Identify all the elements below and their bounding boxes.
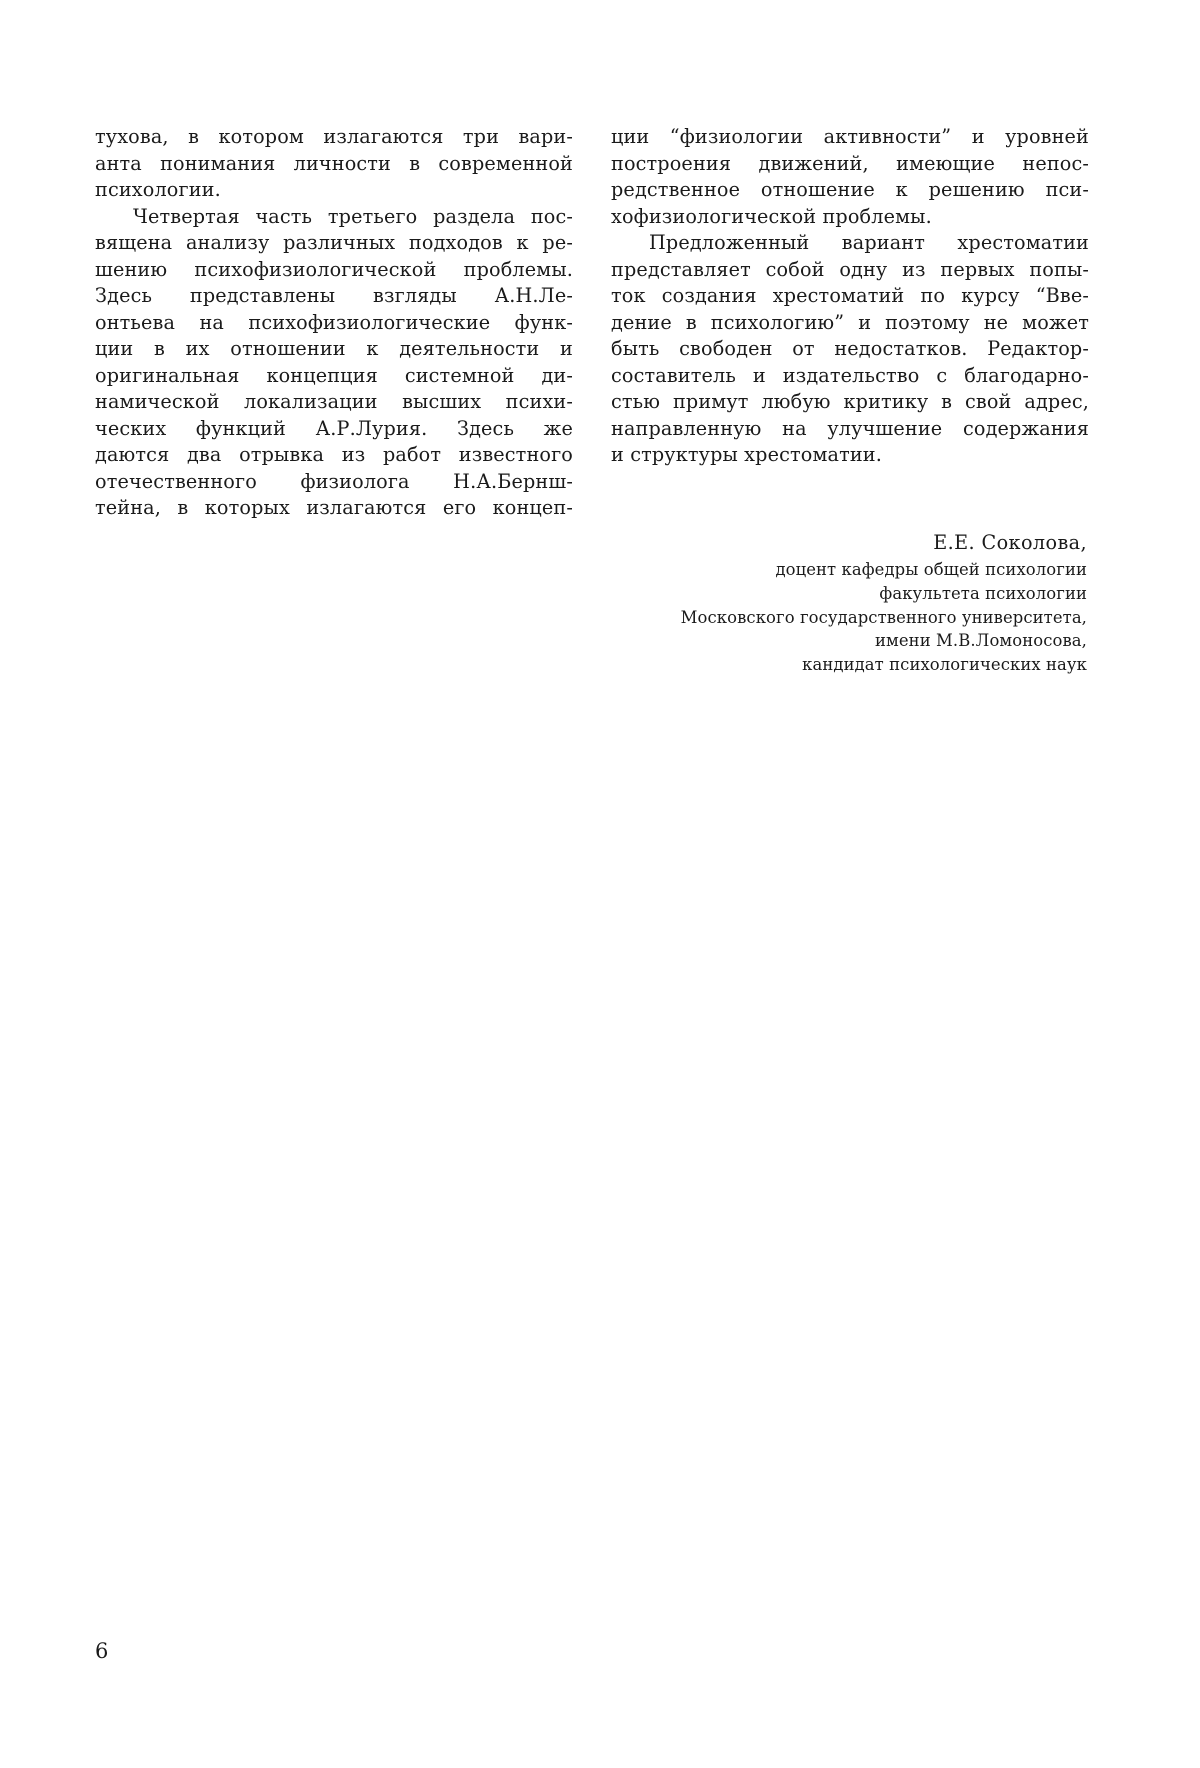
text-line: вящена анализу различных подходов к ре- bbox=[95, 231, 573, 254]
author-university-name: имени М.В.Ломоносова, bbox=[875, 631, 1087, 651]
text-line: построения движений, имеющие непос- bbox=[611, 151, 1089, 175]
text-line: ции “физиологии активности” и уровней bbox=[611, 125, 1089, 148]
text-line: составитель и издательство с благодарно- bbox=[611, 363, 1089, 387]
text-line: направленную на улучшение содержания bbox=[611, 416, 1089, 440]
text-line: онтьева на психофизиологические функ- bbox=[95, 310, 573, 334]
text-line: быть свободен от недостатков. Редактор- bbox=[611, 337, 1089, 360]
text-line: редственное отношение к решению пси- bbox=[611, 178, 1089, 201]
text-line: тухова, в котором излагаются три вари- bbox=[95, 125, 573, 148]
paragraph-start-line: Предложенный вариант хрестоматии bbox=[649, 231, 1089, 254]
text-line: отечественного физиолога Н.А.Бернш- bbox=[95, 469, 573, 493]
text-line: Здесь представлены взгляды А.Н.Ле- bbox=[95, 284, 573, 307]
text-line: даются два отрывка из работ известного bbox=[95, 443, 573, 466]
text-line: и структуры хрестоматии. bbox=[611, 443, 882, 466]
left-text-column bbox=[95, 124, 573, 522]
author-degree: кандидат психологических наук bbox=[802, 655, 1087, 675]
text-line: представляет собой одну из первых попы- bbox=[611, 257, 1089, 281]
author-signature-block bbox=[527, 530, 1087, 677]
text-line: психологии. bbox=[95, 178, 221, 201]
text-line: стью примут любую критику в свой адрес, bbox=[611, 390, 1089, 413]
text-line: анта понимания личности в современной bbox=[95, 151, 573, 175]
text-line: шению психофизиологической проблемы. bbox=[95, 257, 573, 281]
author-name: Е.Е. Соколова, bbox=[933, 531, 1087, 554]
text-line: намической локализации высших психи- bbox=[95, 390, 573, 413]
author-faculty: факультета психологии bbox=[879, 583, 1087, 603]
text-line: тейна, в которых излагаются его концеп- bbox=[95, 496, 573, 519]
text-line: ток создания хрестоматий по курсу “Вве- bbox=[611, 284, 1089, 307]
page-number: 6 bbox=[95, 1639, 109, 1663]
author-position: доцент кафедры общей психологии bbox=[775, 560, 1087, 579]
right-text-column bbox=[611, 124, 1089, 469]
paragraph-start-line: Четвертая часть третьего раздела пос- bbox=[133, 204, 573, 228]
text-line: дение в психологию” и поэтому не может bbox=[611, 310, 1089, 334]
author-university: Московского государственного университета, bbox=[680, 607, 1087, 627]
text-line: ции в их отношении к деятельности и bbox=[95, 337, 573, 360]
text-line: ческих функций А.Р.Лурия. Здесь же bbox=[95, 416, 573, 440]
text-line: оригинальная концепция системной ди- bbox=[95, 363, 573, 387]
text-line: хофизиологической проблемы. bbox=[611, 204, 932, 228]
